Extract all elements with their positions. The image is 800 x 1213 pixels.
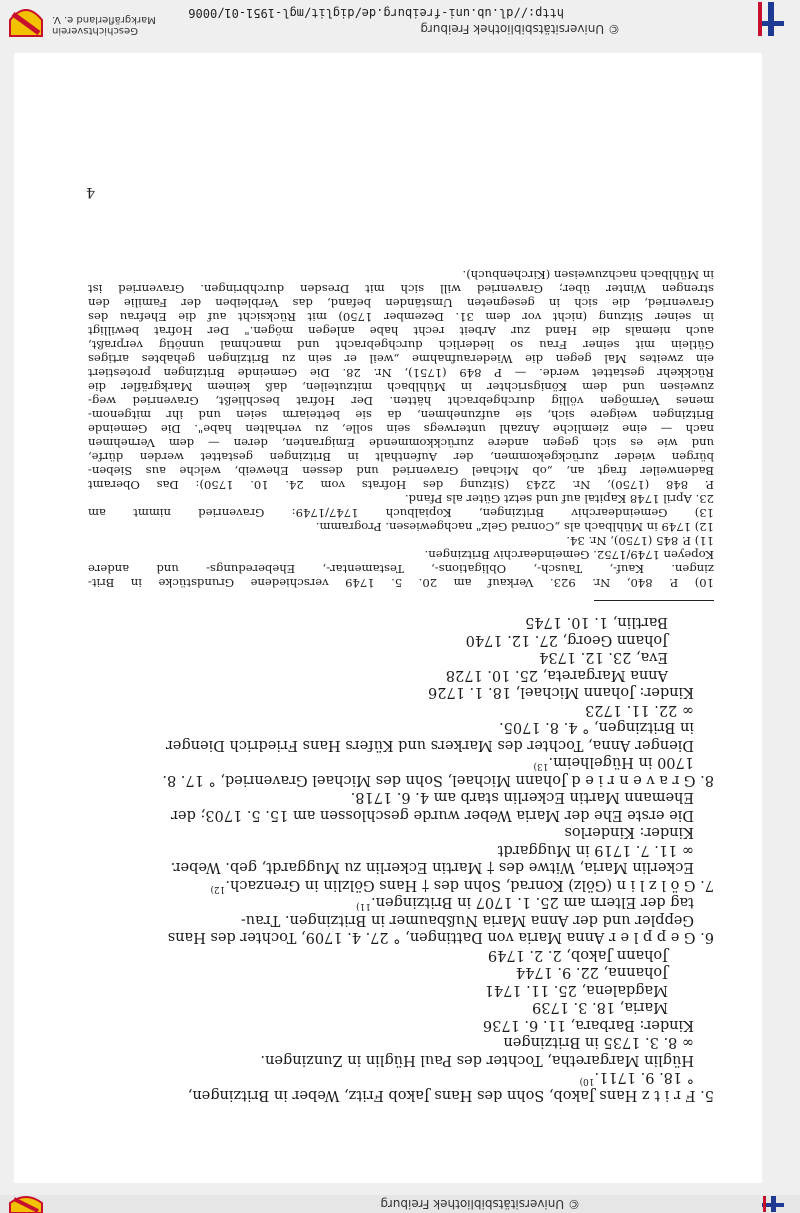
footnote-line: Badenweiler fragt an, „ob Michael Gravenried und dessen Eheweib, welche aus Sieben- bbox=[88, 464, 714, 478]
footnote-line: Gütlein mit seiner Frau so liederlich durchgebracht und manchmal unnötig verpraßt, bbox=[88, 338, 714, 352]
footnote-ref: 11) bbox=[356, 901, 372, 912]
shield-logo-icon bbox=[6, 1195, 46, 1213]
shield-logo-icon bbox=[6, 4, 46, 38]
entry-line: Eva, 23. 12. 1734 bbox=[539, 649, 668, 666]
footnote-line: P. 848 (1750), Nr. 2243 (Sitzung des Hofrats vom 24. 10. 1750): Das Oberamt bbox=[88, 478, 714, 492]
entry-line: ∞ 8. 3. 1735 in Britzingen bbox=[503, 1034, 694, 1051]
footnote-line: Rückkehr gestattet werde. — P 849 (1751), Nr. 28. Die Gemeinde Britzingen protestiert bbox=[88, 366, 714, 380]
footnote-line: zingen. Kauf-, Tausch-, Obligations-, Testamentar-, Eheberedungs- und andere bbox=[88, 562, 714, 576]
society-credit bbox=[52, 4, 162, 36]
footnote-line: in seiner Sitzung (nicht vor dem 31. Dezember 1750) mit Rücksicht auf die Ehefrau des bbox=[88, 310, 714, 324]
footnote-line: 23. April 1748 Kapital auf und setzt Güter als Pfand. bbox=[404, 492, 714, 506]
entry-goelzlin bbox=[88, 788, 714, 893]
entry-line: Ehemann Martin Eckerlin starb am 4. 6. 1718. bbox=[350, 789, 694, 806]
entry-line: ∞ 22. 11. 1723 bbox=[585, 702, 694, 718]
entry-line-text: 1700 in Hügelheim. bbox=[548, 754, 694, 771]
footnote-ref: 12) bbox=[210, 883, 226, 894]
entry-line: ∞ 11. 7. 1719 in Muggardt bbox=[497, 842, 694, 858]
entry-line: Johann Jakob, 2. 2. 1749 bbox=[487, 947, 668, 963]
footnote-line: in Mühlbach nachzuweisen (Kirchenbuch). bbox=[462, 268, 714, 282]
footnote-divider bbox=[594, 600, 714, 601]
entry-line-text: ° 18. 9. 1711. bbox=[594, 1069, 694, 1086]
entry-line: Kinder: Kinderlos bbox=[564, 824, 694, 841]
entry-line: Die erste Ehe der Maria Weber wurde geschlossen am 15. 5. 1703; der bbox=[171, 807, 694, 823]
footnote-line: Britzingen weigere sich, sie aufzunehmen, da sie betteiarm seien und ihr mitgenom- bbox=[88, 408, 714, 422]
entry-fritz bbox=[88, 946, 714, 1104]
footnote-13 bbox=[88, 268, 714, 520]
footnote-12 bbox=[88, 520, 714, 534]
entry-line: 5. F r i t z Hans Jakob, Sohn des Hans Jakob Fritz, Weber in Britzingen, bbox=[187, 1087, 714, 1103]
entry-line: Johann Georg, 27. 12. 1740 bbox=[465, 632, 668, 648]
cross-logo-icon bbox=[756, 1196, 790, 1212]
permalink-link[interactable]: http://dl.ub.uni-freiburg.de/diglit/mgl-1951-01/0006 bbox=[188, 6, 564, 20]
entry-line-text: tag der Eltern am 25. 1. 1707 in Britzingen. bbox=[371, 894, 694, 911]
entry-line-text: 7. G ö l z l i n (Gölz) Konrad, Sohn des † Hans Gölzlin in Grenzach. bbox=[225, 877, 714, 893]
entry-line: Johanna, 22. 9. 1744 bbox=[515, 964, 668, 981]
footnote-10 bbox=[88, 548, 714, 590]
entry-line bbox=[88, 1068, 714, 1086]
footnote-line: zuweisen und dem Königsrichter in Mühlbach mitzuteilen, daß keinem Markgräfler die bbox=[88, 380, 714, 394]
entry-line: Kinder: Barbara, 11. 6. 1736 bbox=[482, 1017, 694, 1033]
entry-line: in Britzingen, ° 4. 8. 1705. bbox=[499, 719, 694, 736]
library-copyright: © Universitätsbibliothek Freiburg bbox=[380, 1197, 580, 1211]
page-content bbox=[88, 268, 714, 1103]
entry-line: Kinder: Johann Michael, 18. 1. 1726 bbox=[428, 684, 694, 701]
entry-line: 8. G r a v e n r i e d Johann Michael, Sohn des Michael Gravenried, ° 17. 8. bbox=[162, 772, 714, 788]
footnote-line: 10) P. 840, Nr. 923. Verkauf am 20. 5. 1749 verschiedene Grundstücke in Brit- bbox=[88, 576, 714, 590]
footer-copyright bbox=[240, 22, 620, 36]
footnote-line: menes Vermögen völlig durchgebracht hätten. Der Hofrat beschließt, Gravenried weg- bbox=[88, 394, 714, 408]
footnote-ref: 13) bbox=[533, 761, 549, 772]
entry-line: Eckerlin Maria, Witwe des † Martin Eckerlin zu Muggardt, geb. Weber. bbox=[170, 859, 694, 876]
page-number: 4 bbox=[86, 184, 95, 200]
footer-bar bbox=[0, 0, 800, 40]
footnote-line: auch niemals die Hand zur Arbeit recht habe anlegen mögen." Der Hofrat bewilligt bbox=[88, 324, 714, 338]
header-strip bbox=[0, 1195, 800, 1213]
footnote-line: nach — eine ziemliche Anzahl unterwegs sein solle, zu verhalten habe". Die Gemeinde bbox=[88, 422, 714, 436]
society-line: Markgräflerland e. V. bbox=[52, 14, 156, 25]
footnotes bbox=[88, 268, 714, 590]
entry-line: Bartlin, 1. 10. 1745 bbox=[525, 614, 668, 631]
footnote-line: 11) P. 845 (1750), Nr. 34. bbox=[566, 534, 714, 548]
footnote-line: und wie es sich gegen andere zurückkommende Emigranten, deren — dem Vernehmen bbox=[88, 436, 714, 450]
entry-line: Maria, 18. 3. 1739 bbox=[532, 999, 668, 1016]
entry-line: Hüglin Margaretha, Tochter des Paul Hüglin in Zunzingen. bbox=[260, 1052, 694, 1068]
entry-geppler bbox=[88, 893, 714, 946]
footnote-11 bbox=[88, 534, 714, 548]
footnote-line: Kopeyen 1749/1752. Gemeindearchiv Britzingen. bbox=[424, 548, 714, 562]
entry-line: 6. G e p p l e r Anna Maria von Dattingen, ° 27. 4. 1709, Tochter des Hans bbox=[167, 929, 714, 946]
footnote-ref: 10) bbox=[579, 1076, 595, 1087]
footnote-line: Gravenried, die sich in gesegneten Umständen befand, das Verbleiben der Familie den bbox=[88, 296, 714, 310]
footnote-line: strengen Winter über; Gravenried will sich mit Dresden durchbringen. Gravenried ist bbox=[88, 282, 714, 296]
genealogy-entries bbox=[88, 613, 714, 1103]
society-line: Geschichtsverein bbox=[52, 25, 138, 36]
cross-logo-icon bbox=[750, 2, 790, 36]
entry-line: Dienger Anna, Tochter des Markers und Küfers Hans Friedrich Dienger bbox=[165, 737, 694, 753]
footnote-line: ein zweites Mal gegen die Wiederaufnahme „weil er sein zu Britzingen gehabtes artiges bbox=[88, 352, 714, 366]
entry-gravenried bbox=[88, 613, 714, 788]
footnote-line: 13) Gemeindearchiv Britzingen, Kopialbuch 1747/1749: Gravenried nimmt am bbox=[88, 506, 714, 520]
entry-line bbox=[88, 876, 714, 894]
footnote-line: bürgen wieder zurückgekommen, der Aufenthalt in Britzingen gestattet werden dürfe, bbox=[88, 450, 714, 464]
footer-copyright-text: © Universitätsbibliothek Freiburg bbox=[420, 22, 620, 36]
entry-line bbox=[88, 753, 714, 771]
entry-line: Magdalena, 25. 11. 1741 bbox=[484, 982, 668, 998]
footnote-line: 12) 1749 in Mühlbach als „Conrad Gelz" nachgewiesen. Programm. bbox=[315, 520, 714, 534]
entry-line bbox=[88, 893, 714, 911]
entry-line: Geppler und der Anna Maria Nußbaumer in Britzingen. Trau- bbox=[240, 912, 694, 928]
entry-line: Anna Margareta, 25. 10. 1728 bbox=[445, 667, 668, 683]
